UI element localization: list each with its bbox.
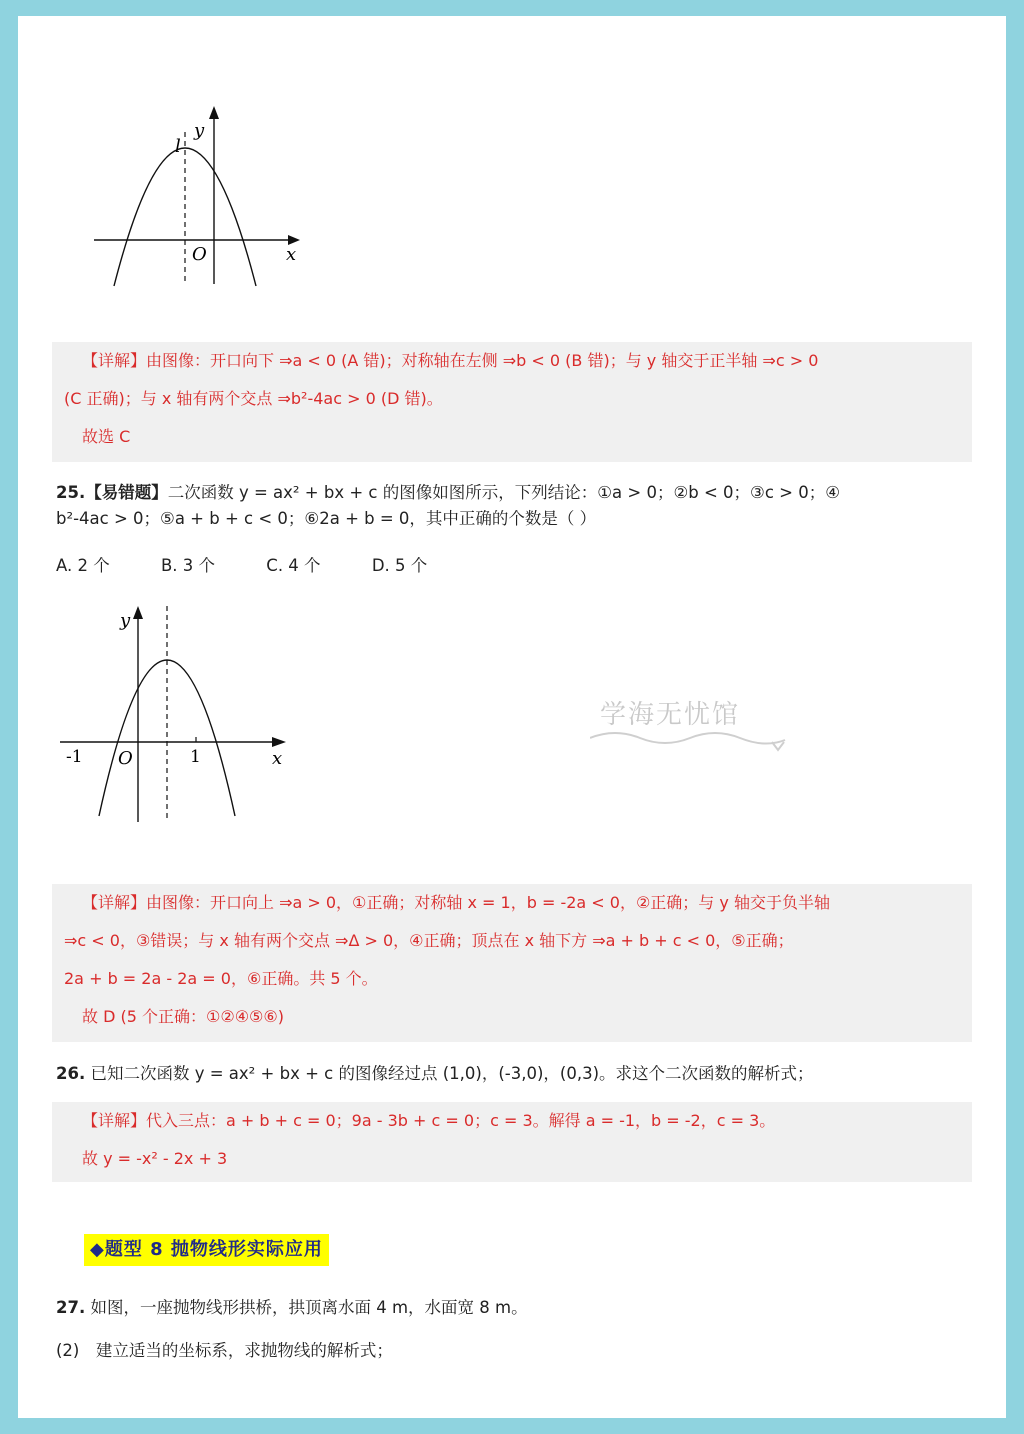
choice-d: D. 5 个	[371, 556, 428, 575]
answer-25-line-2: ⇒c < 0，③错误；与 x 轴有两个交点 ⇒Δ > 0，④正确；顶点在 x 轴下方 ⇒a + b + c < 0，⑤正确；	[64, 931, 794, 950]
question-26	[56, 1061, 814, 1087]
parabola-graph-1	[88, 102, 338, 302]
y-label-2: y	[120, 610, 131, 631]
question-25-number: 25.	[56, 483, 86, 502]
answer-24-line-3: 故选 C	[82, 427, 131, 446]
answer-25-line-3: 2a + b = 2a - 2a = 0，⑥正确。共 5 个。	[64, 969, 378, 988]
y-label-1: y	[194, 120, 205, 141]
x-label-2: x	[272, 748, 283, 769]
answer-24-line-2: (C 正确)；与 x 轴有两个交点 ⇒b²-4ac > 0 (D 错)。	[64, 389, 443, 408]
x-axis-arrow-2	[272, 737, 286, 747]
section-banner: ◆题型 8 抛物线形实际应用	[84, 1234, 329, 1266]
answer-box-25	[52, 884, 972, 1042]
answer-26-line-2: 故 y = -x² - 2x + 3	[82, 1149, 228, 1168]
y-axis-arrow-1	[209, 106, 219, 119]
x-label-1: x	[286, 244, 297, 265]
question-25-text-2: b²-4ac > 0；⑤a + b + c < 0；⑥2a + b = 0，其中正确的个数是（ ）	[56, 509, 597, 528]
answer-24-line-1: 【详解】由图像：开口向下 ⇒a < 0 (A 错)；对称轴在左侧 ⇒b < 0 (B 错)；与 y 轴交于正半轴 ⇒c > 0	[82, 351, 819, 370]
watermark-text: 学海无忧馆	[600, 700, 741, 730]
document-page	[18, 16, 1006, 1418]
origin-label-1: O	[192, 244, 207, 265]
choice-c: C. 4 个	[266, 556, 321, 575]
question-27	[56, 1295, 528, 1321]
choice-a: A. 2 个	[56, 556, 110, 575]
question-25-tag: 【易错题】	[85, 483, 168, 502]
question-27-sub: (2) 建立适当的坐标系，求抛物线的解析式；	[56, 1341, 393, 1360]
question-25-choices	[56, 552, 473, 576]
answer-box-24	[52, 342, 972, 462]
question-27-number: 27.	[56, 1298, 86, 1317]
watermark-wave-icon	[590, 728, 790, 758]
answer-box-26	[52, 1102, 972, 1182]
tick-1-label: 1	[190, 747, 201, 767]
tick-neg1-label: -1	[66, 747, 83, 767]
question-25	[56, 480, 840, 532]
question-25-text-1: 二次函数 y = ax² + bx + c 的图像如图所示，下列结论：①a > 0；②b < 0；③c > 0；④	[167, 483, 840, 502]
answer-26-line-1: 【详解】代入三点：a + b + c = 0；9a - 3b + c = 0；c = 3。解得 a = -1，b = -2，c = 3。	[82, 1111, 776, 1130]
question-26-number: 26.	[56, 1064, 86, 1083]
answer-25-line-4: 故 D (5 个正确：①②④⑤⑥)	[82, 1007, 284, 1026]
question-27-text: 如图，一座抛物线形拱桥，拱顶离水面 4 m，水面宽 8 m。	[90, 1298, 528, 1317]
watermark-logo	[600, 694, 740, 731]
origin-label-2: O	[118, 748, 133, 769]
question-26-text: 已知二次函数 y = ax² + bx + c 的图像经过点 (1,0)，(-3,0)，(0,3)。求这个二次函数的解析式；	[90, 1064, 814, 1083]
choice-b: B. 3 个	[160, 556, 216, 575]
axis-label-l: l	[175, 136, 181, 157]
answer-25-line-1: 【详解】由图像：开口向上 ⇒a > 0，①正确；对称轴 x = 1，b = -2a < 0，②正确；与 y 轴交于负半轴	[82, 893, 830, 912]
parabola-curve-2	[99, 660, 235, 816]
parabola-graph-2	[54, 600, 304, 830]
y-axis-arrow-2	[133, 606, 143, 619]
